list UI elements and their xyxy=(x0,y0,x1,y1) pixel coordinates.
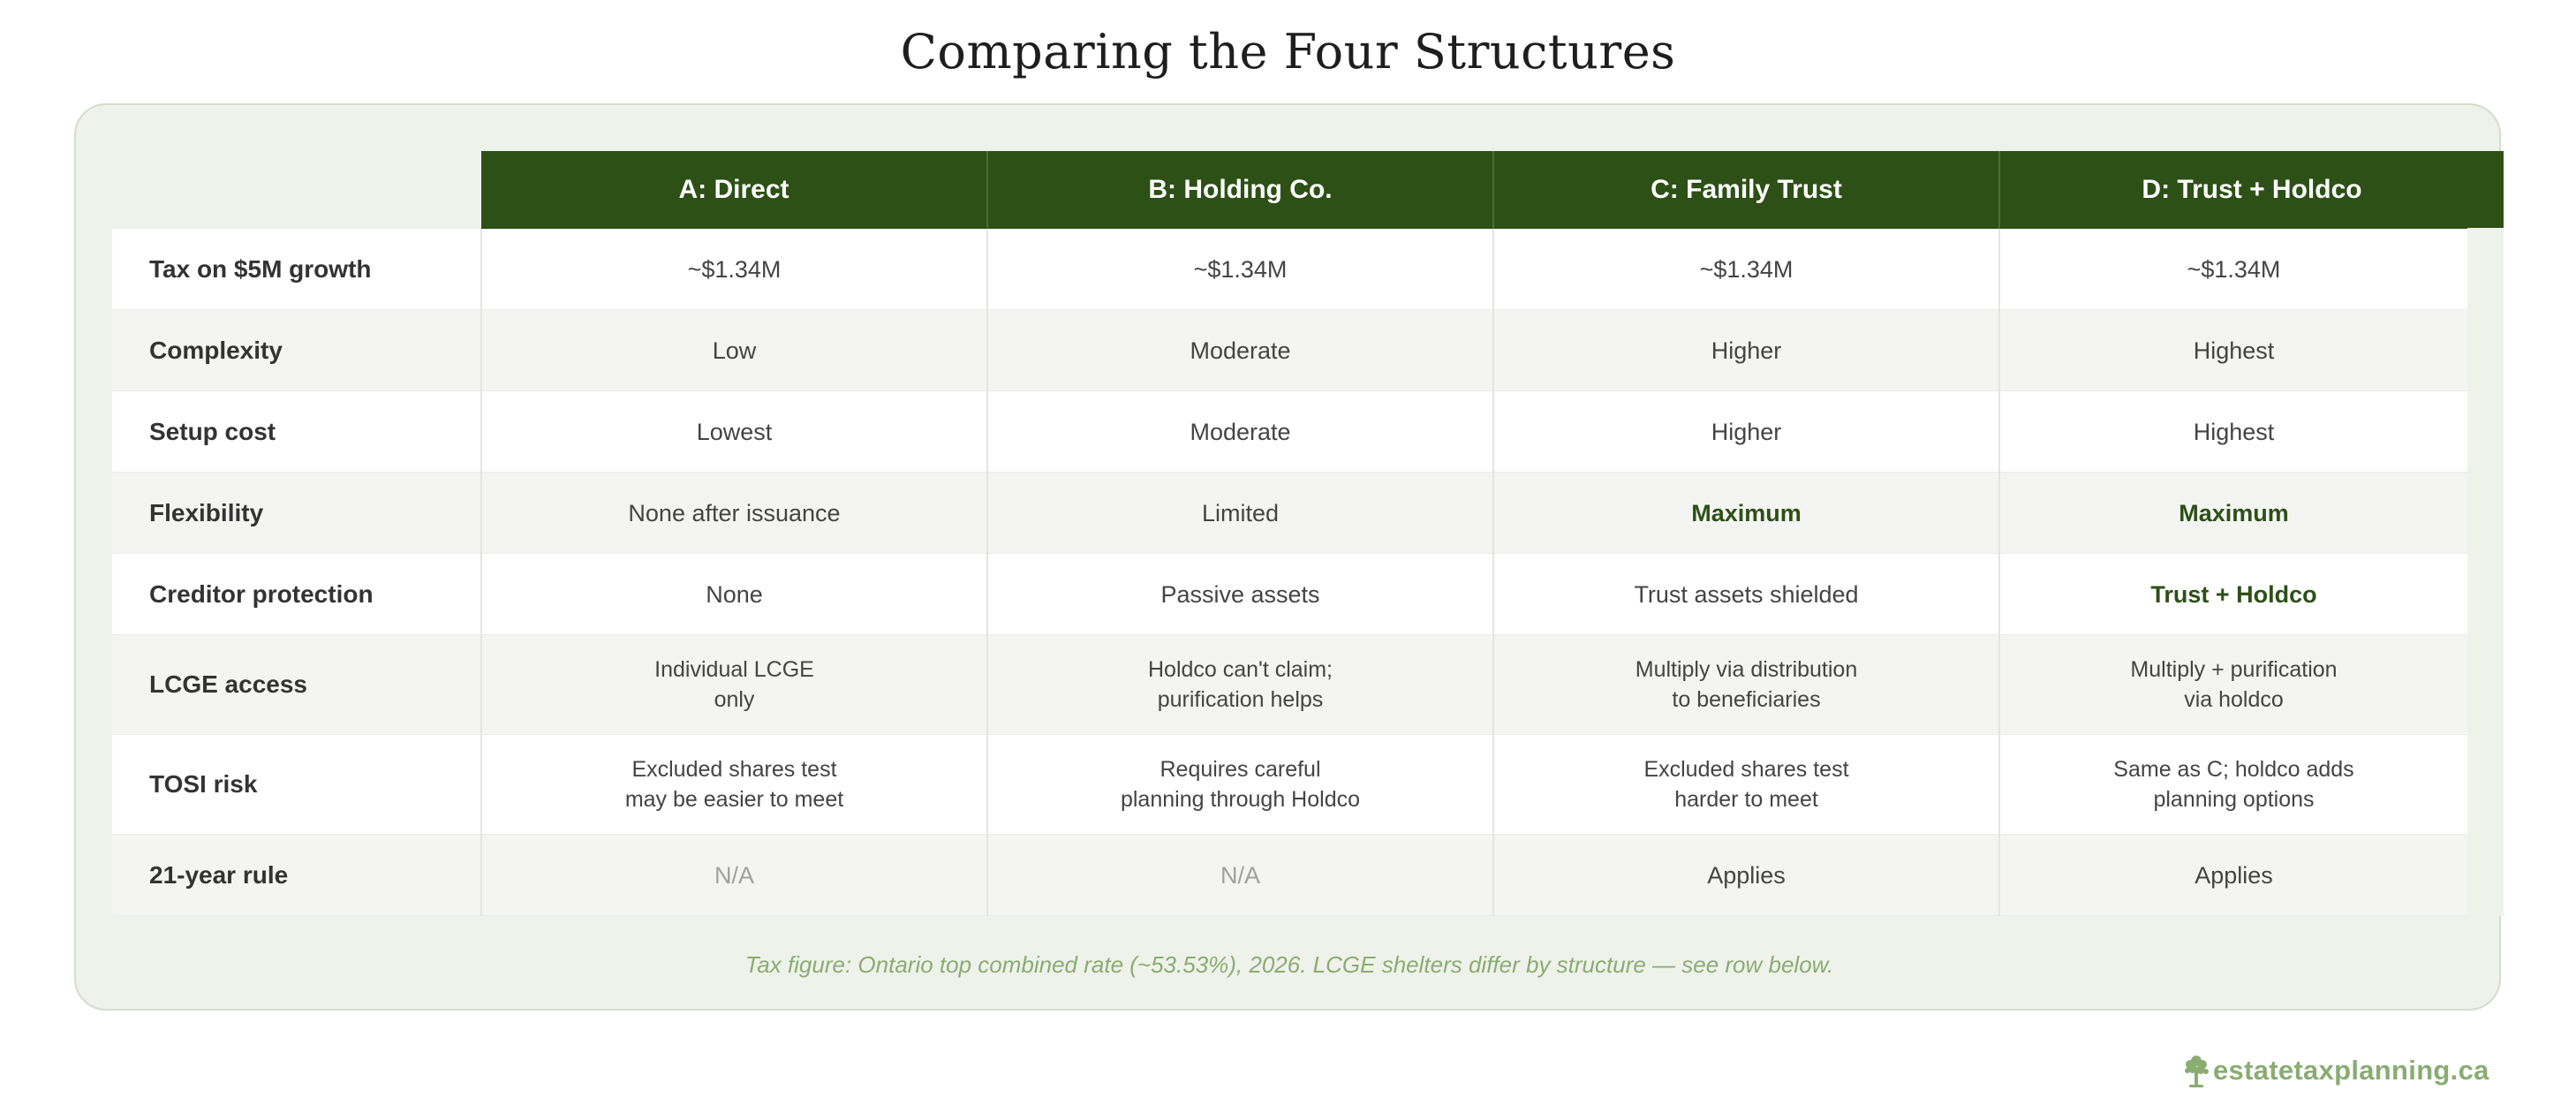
table-cell: None xyxy=(481,554,987,635)
table-cell: Higher xyxy=(1493,310,1999,391)
column-header-c-family-trust: C: Family Trust xyxy=(1493,151,1999,229)
column-header-d-trust-holdco: D: Trust + Holdco xyxy=(1999,151,2504,229)
table-cell: Limited xyxy=(987,473,1493,554)
table-row-21-year-rule xyxy=(112,835,2504,916)
table-cell: ~$1.34M xyxy=(481,229,987,310)
row-label: Tax on $5M growth xyxy=(112,229,481,310)
table-footnote: Tax figure: Ontario top combined rate (~53.53%), 2026. LCGE shelters differ by structure — see row below. xyxy=(744,951,1834,978)
table-cell: None after issuance xyxy=(481,473,987,554)
table-cell: ~$1.34M xyxy=(1999,229,2504,310)
table-cell: ~$1.34M xyxy=(1493,229,1999,310)
column-header-b-holding-co: B: Holding Co. xyxy=(987,151,1493,229)
table-cell: Trust assets shielded xyxy=(1493,554,1999,635)
table-cell: Same as C; holdco adds planning options xyxy=(1999,735,2504,835)
table-cell: Applies xyxy=(1493,835,1999,916)
row-label: Flexibility xyxy=(112,473,481,554)
table-cell: Low xyxy=(481,310,987,391)
table-cell-muted: N/A xyxy=(481,835,987,916)
table-row-creditor-protection xyxy=(112,554,2504,635)
row-label: 21-year rule xyxy=(112,835,481,916)
table-cell: Moderate xyxy=(987,310,1493,391)
table-cell: Excluded shares test may be easier to meet xyxy=(481,735,987,835)
table-cell: Requires careful planning through Holdco xyxy=(987,735,1493,835)
brand-text: estatetaxplanning.ca xyxy=(2213,1055,2489,1086)
table-cell: Highest xyxy=(1999,310,2504,391)
row-label: TOSI risk xyxy=(112,735,481,835)
table-cell: Highest xyxy=(1999,391,2504,473)
table-row-setup-cost xyxy=(112,391,2504,473)
tree-icon xyxy=(2181,1053,2211,1088)
table-cell-highlight: Trust + Holdco xyxy=(1999,554,2504,635)
table-cell-highlight: Maximum xyxy=(1493,473,1999,554)
row-label: Setup cost xyxy=(112,391,481,473)
table-cell-highlight: Maximum xyxy=(1999,473,2504,554)
table-cell-muted: N/A xyxy=(987,835,1493,916)
row-label: Creditor protection xyxy=(112,554,481,635)
comparison-panel xyxy=(74,103,2501,1011)
table-row-complexity xyxy=(112,310,2504,391)
row-label: LCGE access xyxy=(112,635,481,735)
table-cell: Lowest xyxy=(481,391,987,473)
table-cell: Holdco can't claim; purification helps xyxy=(987,635,1493,735)
row-label: Complexity xyxy=(112,310,481,391)
table-cell: Passive assets xyxy=(987,554,1493,635)
table-cell: Higher xyxy=(1493,391,1999,473)
table-row-tax xyxy=(112,229,2504,310)
table-row-tosi-risk xyxy=(112,735,2504,835)
table-cell: Multiply via distribution to beneficiaries xyxy=(1493,635,1999,735)
comparison-table xyxy=(112,151,2504,916)
header-blank-cell xyxy=(112,151,481,229)
table-row-lcge-access xyxy=(112,635,2504,735)
table-cell: Applies xyxy=(1999,835,2504,916)
page-title: Comparing the Four Structures xyxy=(900,24,1676,80)
table-cell: Multiply + purification via holdco xyxy=(1999,635,2504,735)
table-header-row xyxy=(112,151,2504,229)
table-cell: ~$1.34M xyxy=(987,229,1493,310)
table-cell: Moderate xyxy=(987,391,1493,473)
table-cell: Individual LCGE only xyxy=(481,635,987,735)
column-header-a-direct: A: Direct xyxy=(481,151,987,229)
brand-watermark xyxy=(2181,1051,2489,1090)
table-cell: Excluded shares test harder to meet xyxy=(1493,735,1999,835)
table-row-flexibility xyxy=(112,473,2504,554)
